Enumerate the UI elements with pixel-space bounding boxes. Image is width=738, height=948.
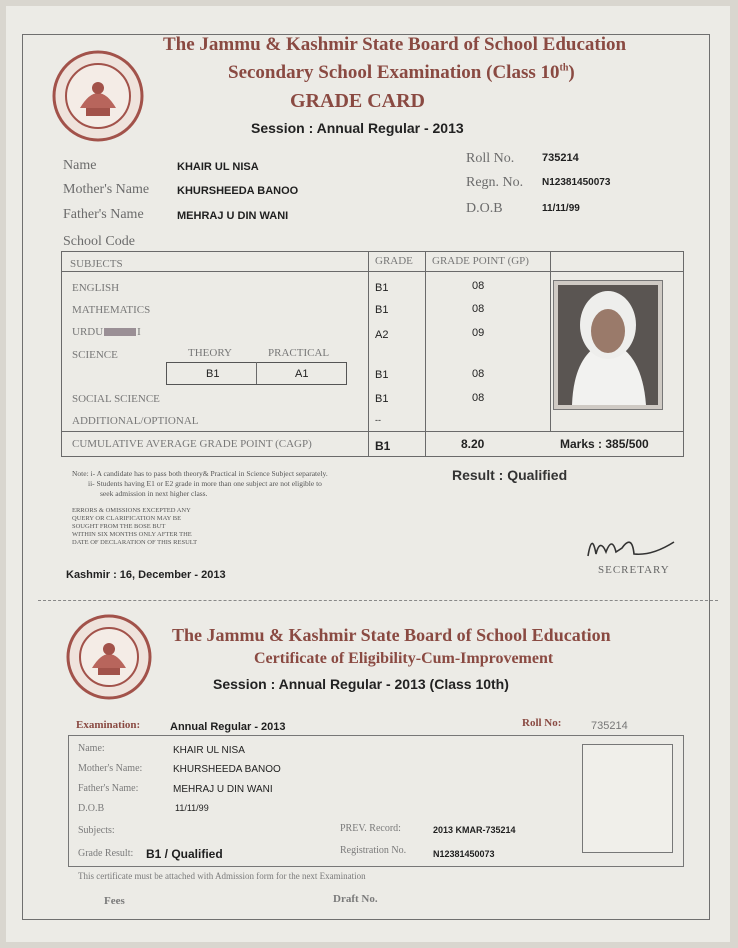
cert-father-value: MEHRAJ U DIN WANI [173, 784, 273, 795]
grade-english: B1 [375, 282, 389, 294]
gp-english: 08 [472, 280, 485, 292]
note-line-2: ii- Students having E1 or E2 grade in more than one subject are not eligible to [88, 479, 322, 488]
grade-header: GRADE [375, 255, 413, 267]
secretary-label: SECRETARY [598, 564, 670, 576]
subject-social: SOCIAL SCIENCE [72, 393, 160, 405]
exam-title-sup: th [559, 62, 569, 74]
subject-urdu [72, 326, 141, 338]
result-text: Result : Qualified [452, 467, 568, 483]
cert-subjects-label: Subjects: [78, 825, 115, 836]
exam-title-text: Secondary School Examination (Class 10 [228, 62, 560, 83]
gp-urdu: 09 [472, 327, 485, 339]
cert-father-label: Father's Name: [78, 783, 139, 794]
regn-label: Regn. No. [466, 175, 524, 190]
subject-science: SCIENCE [72, 349, 118, 361]
practical-label: PRACTICAL [268, 347, 330, 359]
cert-reg-value: N12381450073 [433, 849, 495, 859]
errors-line-3: SOUGHT FROM THE BOSE BUT [72, 523, 166, 530]
dob-label: D.O.B [466, 201, 503, 216]
cert-grade-label: Grade Result: [78, 848, 134, 859]
cert-roll-label: Roll No: [522, 717, 562, 729]
board-name: The Jammu & Kashmir State Board of School Education [163, 34, 627, 55]
roll-value: 735214 [542, 152, 579, 164]
subject-english: ENGLISH [72, 282, 120, 294]
errors-line-5: DATE OF DECLARATION OF THIS RESULT [72, 539, 198, 546]
exam-title-close: ) [568, 62, 575, 83]
grade-urdu: A2 [375, 329, 389, 341]
redaction-mark [104, 328, 136, 336]
cert-dob-value: 11/11/99 [175, 803, 209, 813]
dob-value: 11/11/99 [542, 203, 580, 214]
session-text: Session : Annual Regular - 2013 [251, 120, 464, 136]
subjects-header: SUBJECTS [70, 258, 123, 270]
emblem-icon [50, 48, 146, 144]
cert-prev-label: PREV. Record: [340, 823, 401, 834]
mother-label: Mother's Name [63, 182, 150, 197]
father-value: MEHRAJ U DIN WANI [177, 210, 289, 222]
theory-grade: B1 [206, 368, 220, 380]
subject-urdu-suffix: I [137, 326, 141, 338]
secretary-signature [582, 528, 682, 569]
board-emblem [50, 48, 146, 144]
gp-maths: 08 [472, 303, 485, 315]
cert-attach-note: This certificate must be attached with Admission form for the next Examination [78, 871, 366, 881]
errors-line-1: ERRORS & OMISSIONS EXCEPTED ANY [72, 507, 191, 514]
name-label: Name [63, 158, 97, 173]
errors-line-2: QUERY OR CLARIFICATION MAY BE [72, 515, 182, 522]
grade-science: B1 [375, 369, 389, 381]
errors-line-4: WITHIN SIX MONTHS ONLY AFTER THE [72, 531, 192, 538]
exam-title [228, 62, 575, 84]
subject-maths: MATHEMATICS [72, 304, 151, 316]
card-title: GRADE CARD [290, 90, 425, 112]
cagp-grade: B1 [375, 439, 391, 453]
note-line-3: seek admission in next higher class. [100, 489, 208, 498]
cert-board-name: The Jammu & Kashmir State Board of School Education [172, 625, 611, 645]
signature-icon [582, 528, 682, 564]
regn-value: N12381450073 [542, 177, 611, 188]
cert-exam-value: Annual Regular - 2013 [170, 721, 286, 733]
photo-portrait-icon [554, 281, 662, 409]
cert-grade-value: B1 / Qualified [146, 847, 223, 861]
cagp-value: 8.20 [461, 437, 485, 451]
cert-dob-label: D.O.B [78, 803, 105, 814]
subject-urdu-text: URDU [72, 326, 104, 338]
grade-additional: -- [375, 415, 381, 425]
cert-prev-value: 2013 KMAR-735214 [433, 825, 516, 835]
cert-emblem [64, 612, 154, 702]
father-label: Father's Name [63, 207, 144, 222]
place-date: Kashmir : 16, December - 2013 [66, 569, 226, 581]
grade-maths: B1 [375, 304, 389, 316]
cert-mother-label: Mother's Name: [78, 763, 143, 774]
cert-name-value: KHAIR UL NISA [173, 745, 245, 756]
gp-header: GRADE POINT (GP) [432, 255, 529, 267]
gp-social: 08 [472, 392, 485, 404]
cert-fees-label: Fees [104, 895, 125, 907]
roll-label: Roll No. [466, 151, 515, 166]
cert-session: Session : Annual Regular - 2013 (Class 10th) [213, 676, 509, 692]
grade-social: B1 [375, 393, 389, 405]
cert-emblem-icon [64, 612, 154, 702]
marks-text: Marks : 385/500 [560, 437, 649, 451]
theory-label: THEORY [188, 347, 232, 359]
cagp-label: CUMULATIVE AVERAGE GRADE POINT (CAGP) [72, 438, 312, 450]
cert-name-label: Name: [78, 743, 105, 754]
gp-science: 08 [472, 368, 485, 380]
cert-reg-label: Registration No. [340, 845, 407, 856]
practical-grade: A1 [295, 368, 309, 380]
cert-mother-value: KHURSHEEDA BANOO [173, 764, 281, 775]
name-value: KHAIR UL NISA [177, 161, 259, 173]
cert-draft-label: Draft No. [333, 893, 378, 905]
mother-value: KHURSHEEDA BANOO [177, 185, 299, 197]
cert-roll-value: 735214 [591, 720, 628, 732]
school-code-label: School Code [63, 234, 135, 249]
subject-additional: ADDITIONAL/OPTIONAL [72, 415, 199, 427]
tear-line [38, 600, 718, 601]
cert-photo-box [582, 744, 673, 853]
student-photo [553, 280, 663, 410]
cert-title: Certificate of Eligibility-Cum-Improvement [254, 650, 554, 667]
cert-exam-label: Examination: [76, 719, 141, 731]
note-line-1: Note: i- A candidate has to pass both theory& Practical in Science Subject separately. [72, 469, 328, 478]
